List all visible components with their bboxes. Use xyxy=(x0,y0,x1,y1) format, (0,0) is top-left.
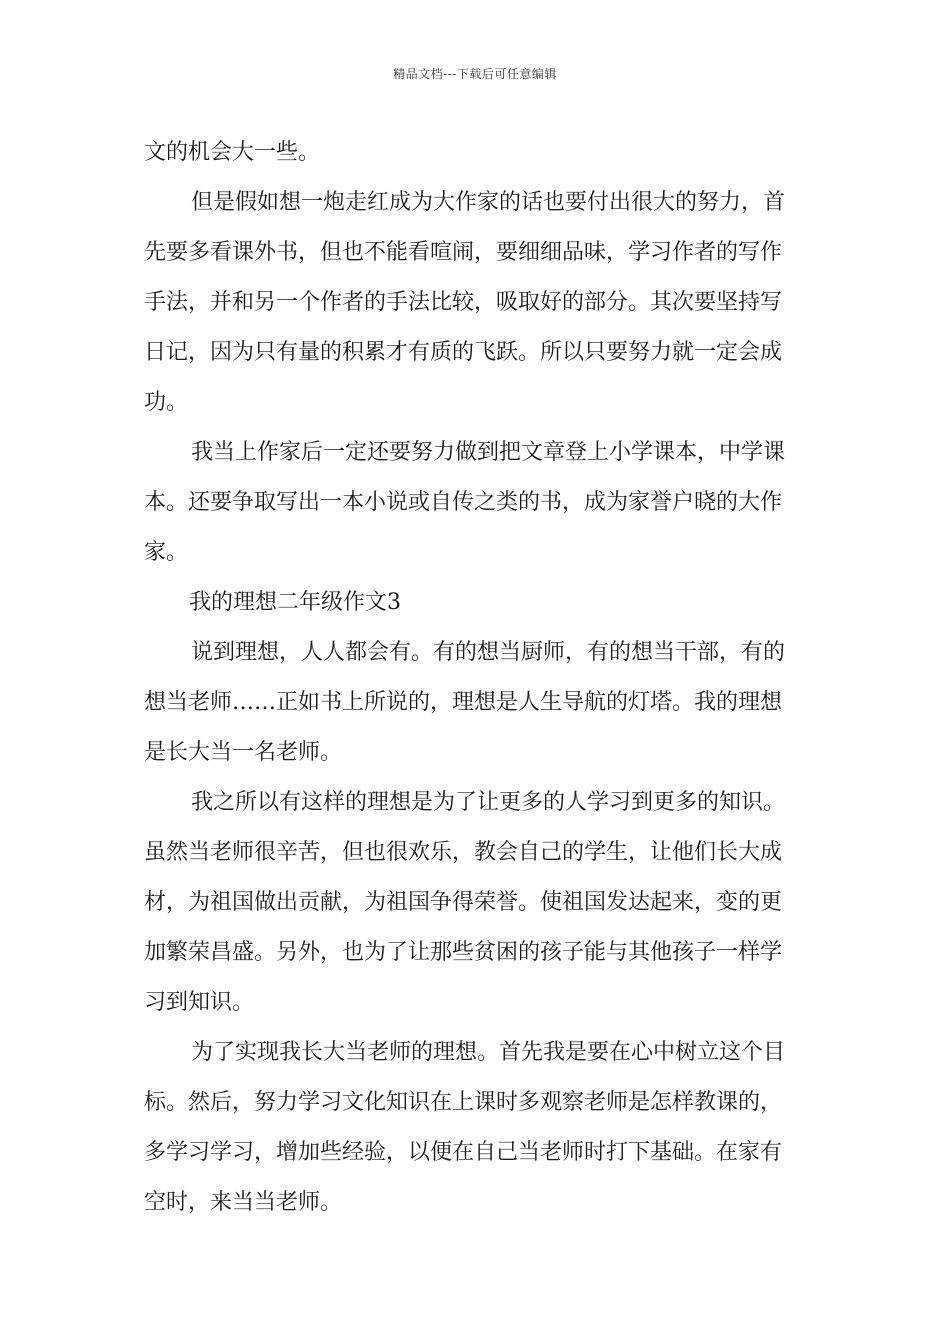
paragraph-start-line: 为了实现我长大当老师的理想。首先我是要在心中树立这个目 xyxy=(191,1040,786,1065)
text-line: 材，为祖国做出贡献，为祖国争得荣誉。使祖国发达起来，变的更 xyxy=(144,890,783,915)
paragraph-start-line: 说到理想，人人都会有。有的想当厨师，有的想当干部，有的 xyxy=(191,640,786,665)
text-line: 本。还要争取写出一本小说或自传之类的书，成为家誉户晓的大作 xyxy=(144,490,783,515)
paragraph-start-line: 我当上作家后一定还要努力做到把文章登上小学课本，中学课 xyxy=(191,440,786,465)
page-header: 精品文档---下载后可任意编辑 xyxy=(393,67,557,81)
paragraph-start-line: 但是假如想一炮走红成为大作家的话也要付出很大的努力，首 xyxy=(191,190,786,215)
text-line: 标。然后，努力学习文化知识在上课时多观察老师是怎样教课的， xyxy=(144,1090,783,1115)
text-line: 日记，因为只有量的积累才有质的飞跃。所以只要努力就一定会成 xyxy=(144,340,783,365)
document-body xyxy=(144,128,808,1228)
text-line: 功。 xyxy=(144,390,189,415)
text-line: 想当老师……正如书上所说的，理想是人生导航的灯塔。我的理想 xyxy=(144,690,783,715)
text-line: 空时，来当当老师。 xyxy=(144,1190,343,1215)
text-line: 是长大当一名老师。 xyxy=(144,740,343,765)
text-line: 习到知识。 xyxy=(144,990,255,1015)
section-heading: 我的理想二年级作文3 xyxy=(189,590,401,615)
paragraph-start-line: 我之所以有这样的理想是为了让更多的人学习到更多的知识。 xyxy=(191,790,786,815)
text-line: 加繁荣昌盛。另外，也为了让那些贫困的孩子能与其他孩子一样学 xyxy=(144,940,783,965)
text-line: 虽然当老师很辛苦，但也很欢乐，教会自己的学生，让他们长大成 xyxy=(144,840,783,865)
text-line: 手法，并和另一个作者的手法比较，吸取好的部分。其次要坚持写 xyxy=(144,290,783,315)
text-line: 先要多看课外书，但也不能看喧闹，要细细品味，学习作者的写作 xyxy=(144,240,783,265)
text-line: 文的机会大一些。 xyxy=(144,140,321,165)
text-line: 多学习学习，增加些经验，以便在自己当老师时打下基础。在家有 xyxy=(144,1140,783,1165)
text-line: 家。 xyxy=(144,540,189,565)
